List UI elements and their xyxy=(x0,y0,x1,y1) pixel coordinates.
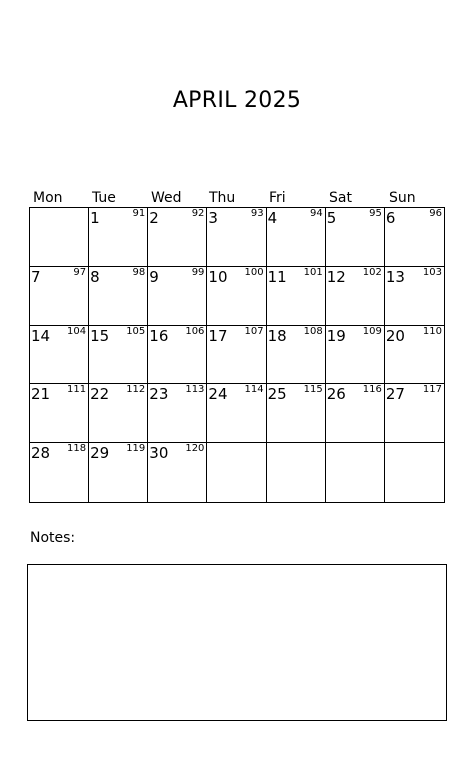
day-number: 6 xyxy=(385,209,396,227)
day-of-year-number: 100 xyxy=(244,266,264,278)
calendar-day-cell[interactable] xyxy=(267,267,326,326)
calendar-day-cell[interactable] xyxy=(148,326,207,385)
calendar-day-cell[interactable] xyxy=(267,384,326,443)
day-number: 27 xyxy=(385,385,405,404)
weekday-sun: Sun xyxy=(389,190,416,206)
day-of-year-number: 108 xyxy=(303,325,323,337)
day-of-year-number: 104 xyxy=(67,325,87,337)
day-number: 12 xyxy=(326,267,346,286)
day-of-year-number: 103 xyxy=(422,266,442,278)
day-of-year-number: 97 xyxy=(73,266,87,278)
day-number: 24 xyxy=(208,385,228,404)
day-number: 5 xyxy=(326,209,337,227)
calendar-day-cell[interactable] xyxy=(89,326,148,385)
day-number: 21 xyxy=(31,385,51,404)
calendar-day-cell[interactable] xyxy=(267,208,326,267)
calendar-day-cell[interactable] xyxy=(148,208,207,267)
day-of-year-number: 114 xyxy=(244,384,264,396)
day-of-year-number: 101 xyxy=(303,266,323,278)
calendar-day-cell[interactable] xyxy=(207,443,266,502)
day-number: 8 xyxy=(90,267,100,286)
day-number: 2 xyxy=(149,209,159,227)
calendar-day-cell[interactable] xyxy=(385,443,444,502)
weekday-fri: Fri xyxy=(269,190,286,206)
day-number: 20 xyxy=(385,326,405,345)
day-number: 7 xyxy=(31,267,41,286)
day-of-year-number: 96 xyxy=(429,208,442,219)
day-of-year-number: 99 xyxy=(191,266,205,278)
calendar-day-cell[interactable] xyxy=(326,208,385,267)
day-number: 4 xyxy=(267,209,278,227)
calendar-day-cell[interactable] xyxy=(30,384,89,443)
day-number: 16 xyxy=(149,326,169,345)
day-number: 28 xyxy=(31,444,51,463)
day-number: 22 xyxy=(90,385,110,404)
calendar-day-cell[interactable] xyxy=(326,326,385,385)
day-of-year-number: 115 xyxy=(303,384,323,396)
day-number: 11 xyxy=(267,267,287,286)
day-number: 19 xyxy=(326,326,346,345)
day-of-year-number: 106 xyxy=(185,325,205,337)
calendar-title: APRIL 2025 xyxy=(172,88,302,113)
day-number: 10 xyxy=(208,267,228,286)
weekday-wed: Wed xyxy=(151,190,182,206)
calendar-day-cell[interactable] xyxy=(207,208,266,267)
calendar-day-cell[interactable] xyxy=(30,267,89,326)
calendar-day-cell[interactable] xyxy=(148,443,207,502)
day-of-year-number: 91 xyxy=(132,208,146,219)
calendar-day-cell[interactable] xyxy=(385,267,444,326)
day-number: 23 xyxy=(149,385,169,404)
calendar-day-cell[interactable] xyxy=(89,267,148,326)
day-number: 15 xyxy=(90,326,110,345)
calendar-day-cell[interactable] xyxy=(385,326,444,385)
calendar-day-cell[interactable] xyxy=(385,208,444,267)
calendar-day-cell[interactable] xyxy=(326,267,385,326)
day-of-year-number: 110 xyxy=(422,325,442,337)
calendar-day-cell[interactable] xyxy=(207,267,266,326)
day-number: 25 xyxy=(267,385,287,404)
calendar-day-cell[interactable] xyxy=(89,384,148,443)
calendar-day-cell[interactable] xyxy=(148,384,207,443)
weekday-thu: Thu xyxy=(209,190,236,206)
calendar-day-cell[interactable] xyxy=(30,208,89,267)
calendar-day-cell[interactable] xyxy=(326,384,385,443)
day-of-year-number: 107 xyxy=(244,325,264,337)
weekday-header-row xyxy=(29,190,445,208)
day-of-year-number: 98 xyxy=(132,266,146,278)
day-of-year-number: 102 xyxy=(362,266,382,278)
calendar-day-cell[interactable] xyxy=(89,208,148,267)
calendar-day-cell[interactable] xyxy=(148,267,207,326)
day-number: 29 xyxy=(90,444,110,463)
day-of-year-number: 116 xyxy=(362,384,382,396)
day-of-year-number: 117 xyxy=(422,384,442,396)
calendar-day-cell[interactable] xyxy=(30,443,89,502)
day-of-year-number: 93 xyxy=(250,208,264,219)
day-of-year-number: 119 xyxy=(126,443,146,455)
weekday-tue: Tue xyxy=(92,190,116,206)
day-of-year-number: 95 xyxy=(369,208,382,219)
day-of-year-number: 94 xyxy=(309,208,323,219)
day-of-year-number: 111 xyxy=(67,384,87,396)
calendar-grid xyxy=(29,207,445,503)
weekday-sat: Sat xyxy=(329,190,352,206)
day-number: 26 xyxy=(326,385,346,404)
calendar-day-cell[interactable] xyxy=(207,384,266,443)
calendar-day-cell[interactable] xyxy=(385,384,444,443)
weekday-mon: Mon xyxy=(33,190,63,206)
notes-label: Notes: xyxy=(30,530,76,546)
day-number: 13 xyxy=(385,267,405,286)
day-of-year-number: 113 xyxy=(185,384,205,396)
calendar-day-cell[interactable] xyxy=(326,443,385,502)
calendar-day-cell[interactable] xyxy=(267,443,326,502)
day-of-year-number: 109 xyxy=(362,325,382,337)
day-number: 17 xyxy=(208,326,228,345)
day-number: 18 xyxy=(267,326,287,345)
calendar-day-cell[interactable] xyxy=(89,443,148,502)
calendar-day-cell[interactable] xyxy=(30,326,89,385)
day-number: 14 xyxy=(31,326,51,345)
day-number: 30 xyxy=(149,444,169,463)
calendar-day-cell[interactable] xyxy=(207,326,266,385)
day-of-year-number: 120 xyxy=(185,443,205,455)
day-number: 1 xyxy=(90,209,100,227)
day-number: 3 xyxy=(208,209,218,227)
day-of-year-number: 105 xyxy=(126,325,146,337)
calendar-day-cell[interactable] xyxy=(267,326,326,385)
day-of-year-number: 118 xyxy=(67,443,87,455)
day-of-year-number: 112 xyxy=(126,384,146,396)
day-number: 9 xyxy=(149,267,159,286)
day-of-year-number: 92 xyxy=(191,208,205,219)
notes-box[interactable] xyxy=(27,564,447,721)
